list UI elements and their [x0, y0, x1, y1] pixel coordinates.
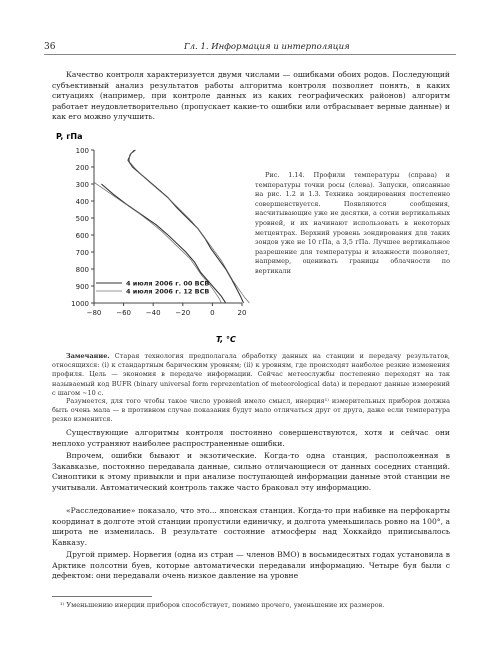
legend-label: 4 июля 2006 г. 00 ВСВ	[126, 279, 210, 288]
x-tick-label: −40	[145, 309, 161, 317]
body-paragraph: Другой пример. Норвегия (одна из стран — членов ВМО) в восьмидесятых годах установила в Арктике полсотни буев, которые автоматически передавали информацию. Четыре буя были с дефектом: они передавали очень низкое давление на уровне	[52, 550, 450, 581]
y-tick-label: 900	[75, 283, 89, 291]
sounding-chart-svg	[52, 128, 260, 346]
x-tick-label: −60	[116, 309, 131, 317]
body-paragraph: «Расследование» показало, что это... японская станция. Когда-то при набивке на перфокарты координат в долготе этой станции пропустили единичку, и долгота уменьшилась ровно на 100°, а широта не изменилась. В результате состояние атмосферы над Хоккайдо приписывалось Кавказу.	[52, 506, 450, 547]
page-header	[44, 42, 456, 55]
y-tick-label: 100	[75, 147, 89, 155]
x-tick-label: 20	[237, 309, 247, 317]
legend-label: 4 июля 2006 г. 12 ВСВ	[126, 287, 210, 296]
y-tick-label: 200	[75, 164, 89, 172]
x-tick-label: 0	[210, 309, 215, 317]
footnote: ¹⁾ Уменьшению инерции приборов способствует, помимо прочего, уменьшение их размеров.	[60, 601, 385, 609]
y-tick-label: 1000	[71, 300, 89, 308]
y-tick-label: 300	[75, 181, 89, 189]
body-paragraph: Впрочем, ошибки бывают и экзотические. Когда-то одна станция, расположенная в Закавказье, постоянно передавала данные, сильно отличающиеся от данных соседних станций. Синоптики к этому привыкли и при анализе поступающей информации данные этой станции не учитывали. Автоматический контроль также часто браковал эту информацию.	[52, 451, 450, 492]
y-tick-label: 600	[75, 232, 89, 240]
remark-paragraph	[52, 352, 450, 398]
remark-paragraph-2: Разумеется, для того чтобы такое число уровней имело смысл, инерция¹⁾ измерительных приборов должна быть очень мала — в противном случае показания будут мало отличаться друг от друга, даже если температура резко изменится.	[52, 397, 450, 424]
y-tick-label: 800	[75, 266, 89, 274]
intro-paragraph: Качество контроля характеризуется двумя числами — ошибками обоих родов. Последующий субъективный анализ результатов работы алгоритма контроля позволяет понять, в каких ситуациях (например, при контроле данных из каких географических районов) алгоритм работает неудовлетворительно (пропускает какие-то ошибки или отбрасывает верные данные) и как его можно улучшить.	[52, 70, 450, 122]
running-title: Гл. 1. Информация и интерполяция	[184, 42, 350, 52]
sounding-chart	[52, 128, 260, 346]
y-tick-label: 500	[75, 215, 89, 223]
x-axis-label: T, °C	[216, 335, 236, 344]
remark-label: Замечание.	[66, 352, 110, 360]
y-axis-label: P, гПа	[56, 132, 83, 141]
y-tick-label: 700	[75, 249, 89, 257]
figure-caption: Рис. 1.14. Профили температуры (справа) и температуры точки росы (слева). Запуски, описанные на рис. 1.2 и 1.3. Техника зондирования постепенно совершенствуется. Появляются сообщения, насчитывающие уже не десятки, а сотни вертикальных уровней, и их начинают использовать в некоторых метцентрах. Верхний уровень зондирования для таких зондов уже не 10 гПа, а 3,5 гПа. Лучшее вертикальное разрешение для температуры и влажности позволяет, например, оценивать границы облачности по вертикали	[255, 171, 450, 275]
page-number: 36	[44, 42, 56, 52]
x-tick-label: −20	[175, 309, 191, 317]
remark-text: Старая технология предполагала обработку данных на станции и передачу результатов, относящихся: (i) к стандартным барическим уровням; (ii) к уровням, где происходят наиболее резкие изменения профиля. Цель — экономия в передаче информации. Сейчас метеослужбы постепенно переходят на так называемый код BUFR (binary universal form reprezentation of meteorological data) и передают данные измерений с шагом ∼10 с.	[52, 352, 450, 397]
body-paragraph: Существующие алгоритмы контроля постоянно совершенствуются, хотя и сейчас они неплохо устраняют наиболее распространенные ошибки.	[52, 428, 450, 448]
footnote-rule	[52, 596, 152, 597]
x-tick-label: −80	[86, 309, 102, 317]
y-tick-label: 400	[75, 198, 89, 206]
